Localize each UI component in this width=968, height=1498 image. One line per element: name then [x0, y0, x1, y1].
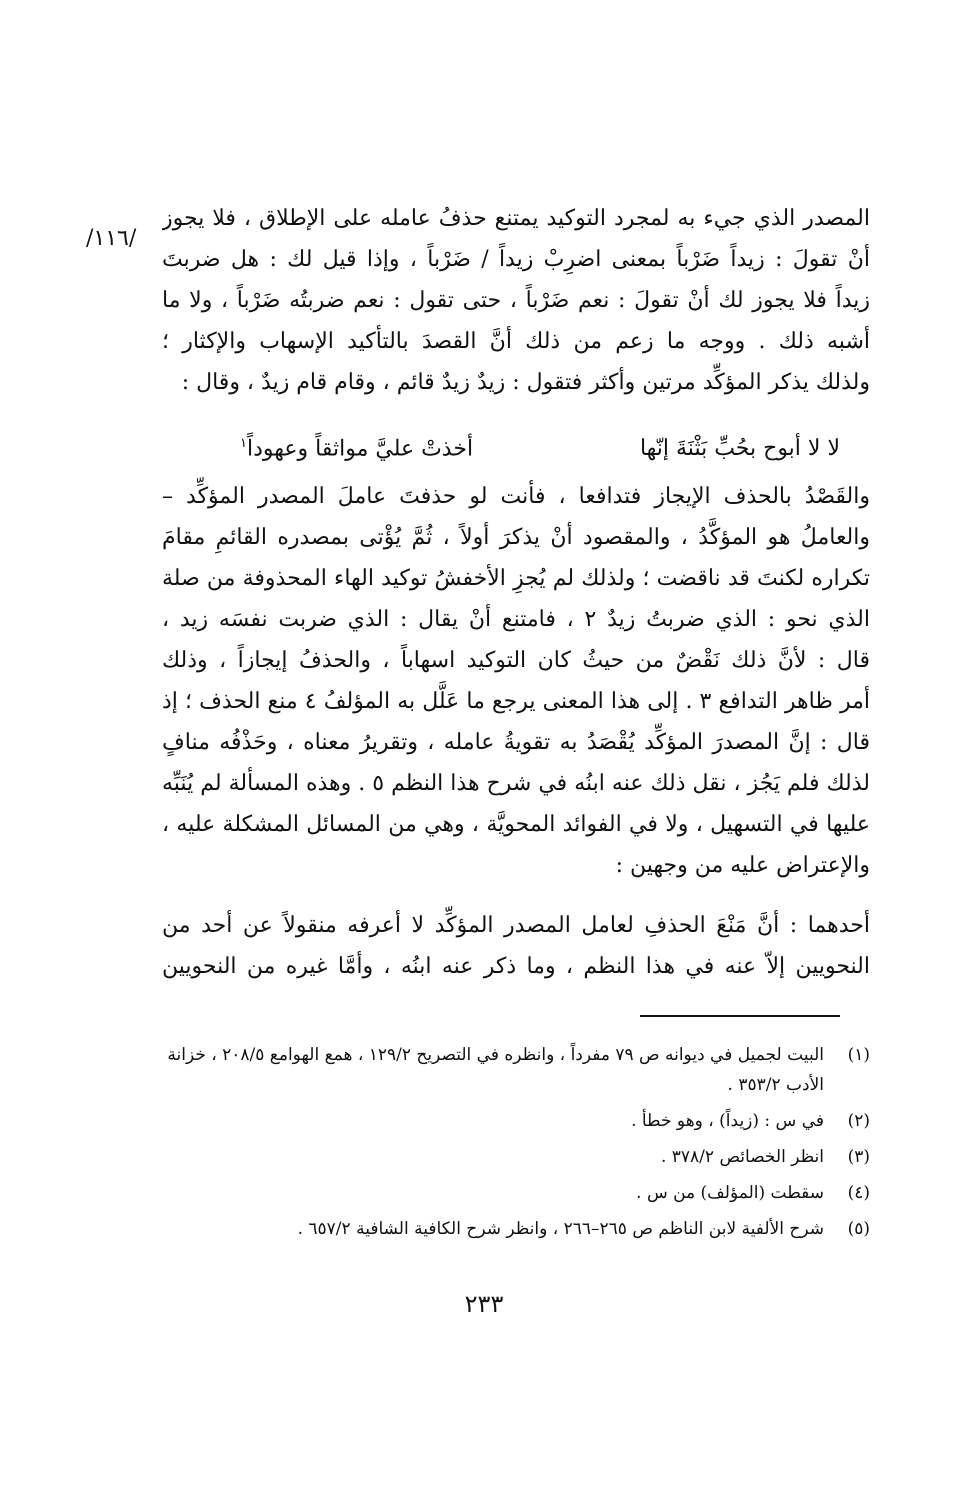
footnote-number: (٢)	[847, 1111, 870, 1131]
text-line: تكراره لكنتَ قد ناقضت ؛ ولذلك لم يُجزِ الأخفشُ توكيد الهاء المحذوفة من صلة	[162, 566, 870, 591]
footnote-text: انظر الخصائص ٣٧٨/٢ .	[660, 1147, 824, 1167]
text-line: ولذلك يذكر المؤكِّد مرتين وأكثر فتقول : زيدٌ زيدٌ قائم ، وقام قام زيدٌ ، وقال :	[181, 370, 870, 395]
footnote-number: (١)	[847, 1045, 870, 1065]
footnote-text: في س : (زيداً) ، وهو خطأ .	[631, 1111, 824, 1131]
poetry-verse	[240, 436, 840, 461]
paragraph-1	[162, 198, 870, 403]
verse-first-hemistich: لا لا أبوح بحُبِّ بَثْنَةَ إنّها	[639, 436, 840, 461]
footnote-item	[162, 1040, 870, 1100]
text-line: أمر ظاهر التدافع ٣ . إلى هذا المعنى يرجع ما عَلَّل به المؤلفُ ٤ منع الحذف ؛ إذ	[162, 689, 870, 714]
footnote-item	[162, 1178, 870, 1208]
page-number: ٢٣٣	[464, 1290, 504, 1318]
footnote-number: (٤)	[847, 1183, 870, 1203]
footnote-item	[162, 1214, 870, 1244]
text-line: قال : إنَّ المصدرَ المؤكِّد يُقْصَدُ به تقويةُ عامله ، وتقريرُ معناه ، وحَذْفُه منافٍ	[162, 730, 870, 755]
paragraph-2	[162, 476, 870, 886]
text-line: والإعتراض عليه من وجهين :	[615, 853, 870, 878]
text-line: لذلك فلم يَجُز ، نقل ذلك عنه ابنُه في شرح هذا النظم ٥ . وهذه المسألة لم يُنَبِّه	[162, 771, 870, 796]
text-line: والعاملُ هو المؤكَّدُ ، والمقصود أنْ يذكرَ أولاً ، ثُمَّ يُؤْتى بمصدره القائمِ مقامَ	[162, 525, 870, 550]
footnote-separator	[640, 1015, 840, 1017]
footnote-number: (٥)	[847, 1219, 870, 1239]
text-line: أحدهما : أنَّ مَنْعَ الحذفِ لعامل المصدر المؤكِّد لا أعرفه منقولاً عن أحد من	[162, 913, 870, 938]
footnote-text: البيت لجميل في ديوانه ص ٧٩ مفرداً ، وانظره في التصريح ١٢٩/٢ ، همع الهوامع ٢٠٨/٥ ، خزانة الأدب ٣٥٣/٢ .	[167, 1045, 824, 1095]
text-line: زيداً فلا يجوز لك أنْ تقولَ : نعم ضَرْباً ، حتى تقول : نعم ضربتُه ضَرْباً ، ولا ما	[162, 288, 870, 313]
footnote-text: شرح الألفية لابن الناظم ص ٢٦٥–٢٦٦ ، وانظر شرح الكافية الشافية ٦٥٧/٢ .	[297, 1219, 824, 1239]
text-line: الذي نحو : الذي ضربتُ زيدٌ ٢ ، فامتنع أنْ يقال : الذي ضربت نفسَه زيد ،	[162, 607, 870, 632]
text-line: عليها في التسهيل ، ولا في الفوائد المحويَّة ، وهي من المسائل المشكلة عليه ،	[162, 812, 870, 837]
text-line: أنْ تقولَ : زيداً ضَرْباً بمعنى اضرِبْ زيداً / ضَرْباً ، وإذا قيل لك : هل ضربتَ	[162, 247, 870, 272]
footnote-item	[162, 1106, 870, 1136]
text-line: النحويين إلاّ عنه في هذا النظم ، وما ذكر عنه ابنُه ، وأمَّا غيره من النحويين	[162, 954, 870, 979]
footnote-ref: ١	[240, 436, 247, 451]
text-line: قال : لأنَّ ذلك نَقْضٌ من حيثُ كان التوكيد اسهاباً ، والحذفُ إيجازاً ، وذلك	[162, 648, 870, 673]
text-line: المصدر الذي جيء به لمجرد التوكيد يمتنع حذفُ عامله على الإطلاق ، فلا يجوز	[162, 206, 870, 231]
margin-folio-note: /١١٦/	[86, 226, 137, 251]
footnote-number: (٣)	[847, 1147, 870, 1167]
verse-second-text: أخذتْ عليَّ مواثقاً وعهوداً	[246, 436, 474, 462]
paragraph-3	[162, 905, 870, 987]
footnote-item	[162, 1142, 870, 1172]
text-line: أشبه ذلك . ووجه ما زعم من ذلك أنَّ القصدَ بالتأكيد الإسهاب والإكثار ؛	[162, 329, 870, 354]
footnotes	[162, 1040, 870, 1250]
footnote-text: سقطت (المؤلف) من س .	[636, 1183, 824, 1203]
verse-second-hemistich	[240, 436, 473, 461]
text-line: والقَصْدُ بالحذف الإيجاز فتدافعا ، فأنت لو حذفتَ عاملَ المصدر المؤكِّد –	[162, 484, 870, 509]
